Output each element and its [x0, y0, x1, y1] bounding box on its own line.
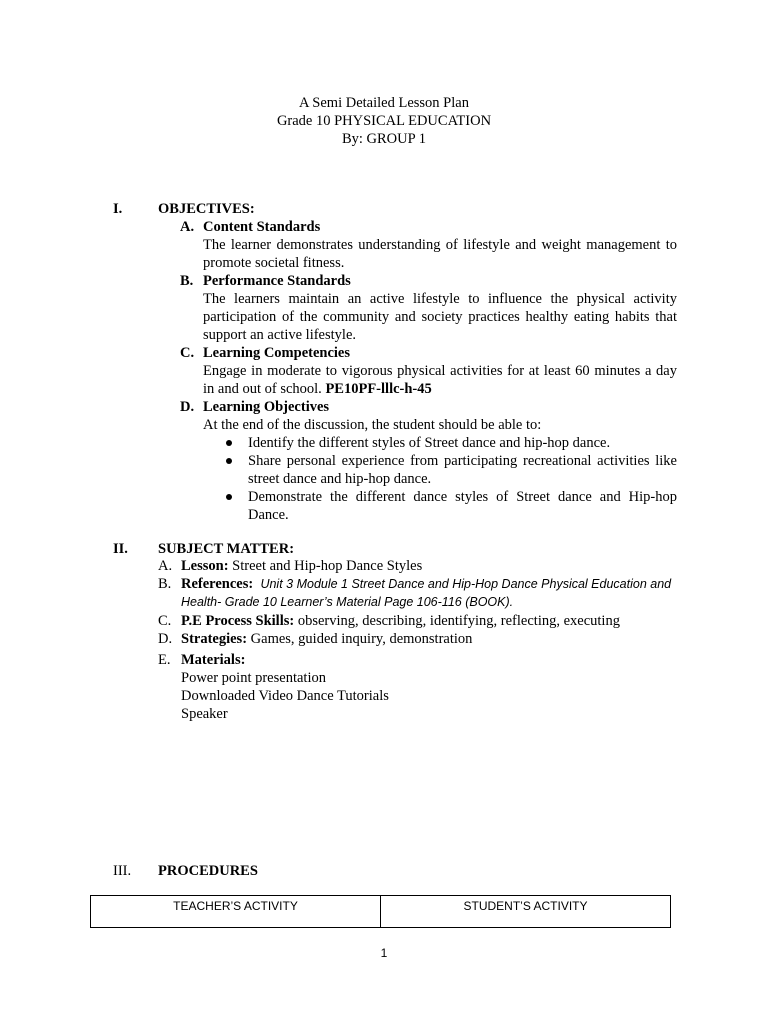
section-3-heading: PROCEDURES [158, 863, 258, 879]
list-item: Speaker [181, 706, 228, 722]
competency-code: PE10PF-lllc-h-45 [325, 381, 432, 397]
content-standards-text: The learner demonstrates understanding of lifestyle and weight management to promote societal fitness. [203, 237, 677, 271]
list-item: Share personal experience from participating recreational activities like street dance and hip-hop dance. [248, 452, 677, 488]
content-standards-title: Content Standards [203, 219, 321, 235]
list-item: Demonstrate the different dance styles of Street dance and Hip-hop Dance. [248, 488, 677, 524]
section-2-heading: SUBJECT MATTER: [158, 541, 295, 557]
references-letter: B. [158, 576, 172, 592]
strategies-letter: D. [158, 631, 173, 647]
materials-label: Materials: [181, 652, 246, 668]
student-activity-header: STUDENT’S ACTIVITY [381, 896, 671, 928]
section-3-numeral: III. [113, 863, 132, 879]
section-1-heading: OBJECTIVES: [158, 201, 255, 217]
strategies-value: Games, guided inquiry, demonstration [250, 631, 473, 647]
lesson-label: Lesson: [181, 558, 229, 574]
bullet-icon [226, 440, 232, 446]
references-value: Unit 3 Module 1 Street Dance and Hip-Hop Dance Physical Education and Health- Grade 10 Learner’s Material Page 106-116 (BOOK). [181, 577, 672, 609]
strategies-label: Strategies: [181, 631, 248, 647]
performance-standards-letter: B. [180, 273, 194, 289]
list-item: Downloaded Video Dance Tutorials [181, 688, 389, 704]
objectives-list [180, 218, 677, 524]
lesson-value: Street and Hip-hop Dance Styles [232, 558, 423, 574]
process-skills-label: P.E Process Skills: [181, 613, 295, 629]
list-item: Identify the different styles of Street dance and hip-hop dance. [248, 434, 677, 452]
section-2-numeral: II. [113, 541, 128, 557]
document-title [0, 94, 768, 148]
page-number: 1 [380, 946, 388, 960]
title-line-2: Grade 10 PHYSICAL EDUCATION [276, 113, 492, 129]
learning-objectives-letter: D. [180, 399, 195, 415]
lesson-letter: A. [158, 558, 173, 574]
strategies-item [158, 630, 677, 648]
bullet-icon [226, 458, 232, 464]
performance-standards-text: The learners maintain an active lifestyle to influence the physical activity participation of the community and society practices healthy eating habits that support an active lifestyle. [203, 291, 677, 343]
teacher-activity-header: TEACHER’S ACTIVITY [91, 896, 381, 928]
performance-standards-title: Performance Standards [203, 273, 351, 289]
content-standards [180, 218, 677, 272]
learning-objectives [180, 398, 677, 524]
process-skills-value: observing, describing, identifying, reflecting, executing [297, 613, 620, 629]
process-skills-letter: C. [158, 613, 172, 629]
materials-item [158, 651, 677, 723]
learning-competencies-letter: C. [180, 345, 195, 361]
bullet-icon [226, 494, 232, 500]
materials-letter: E. [158, 652, 171, 668]
learning-objectives-title: Learning Objectives [203, 399, 330, 415]
section-1-numeral: I. [113, 201, 123, 217]
table-row [91, 896, 671, 928]
subject-matter-list [158, 557, 677, 723]
lesson-item [158, 557, 677, 575]
learning-competencies-body: Engage in moderate to vigorous physical activities for at least 60 minutes a day in and out of school. [203, 363, 677, 397]
title-line-3: By: GROUP 1 [341, 131, 427, 147]
references-item [158, 575, 677, 611]
title-line-1: A Semi Detailed Lesson Plan [299, 95, 469, 111]
learning-competencies-title: Learning Competencies [203, 345, 350, 361]
content-standards-letter: A. [180, 219, 195, 235]
learning-competencies [180, 344, 677, 398]
learning-competencies-text [203, 362, 677, 398]
procedures-table [90, 895, 671, 928]
learning-objectives-intro: At the end of the discussion, the student should be able to: [203, 417, 542, 433]
process-skills-item [158, 612, 677, 630]
references-label: References: [181, 576, 254, 592]
objective-bullets [248, 434, 677, 524]
performance-standards [180, 272, 677, 344]
list-item: Power point presentation [181, 670, 326, 686]
